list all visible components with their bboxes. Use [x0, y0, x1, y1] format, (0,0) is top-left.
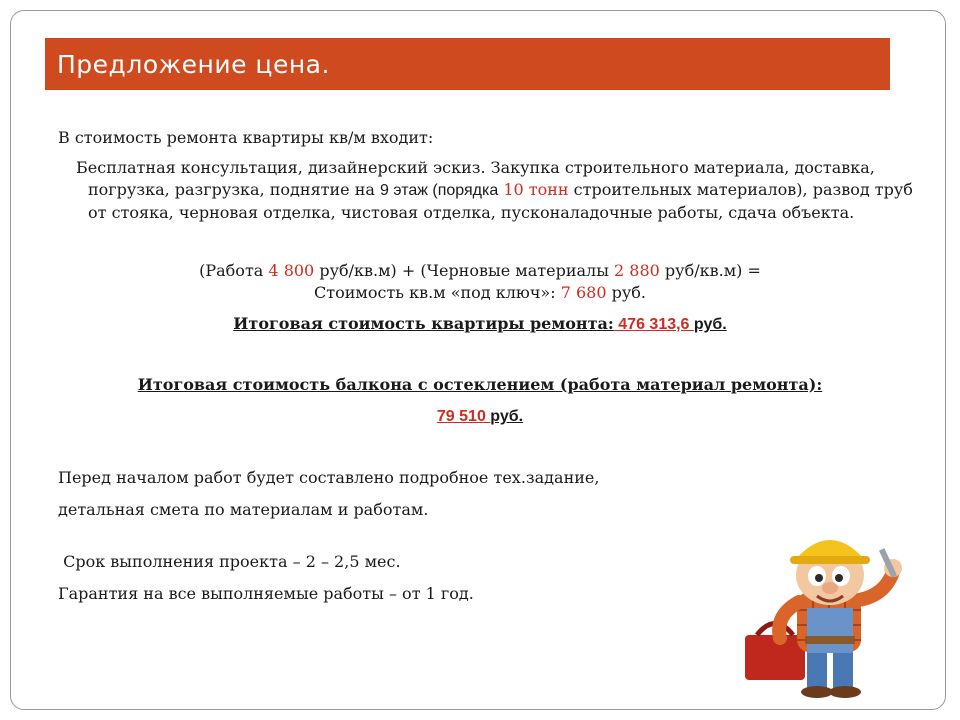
balcony-total-label-line [0, 374, 960, 396]
balcony-total-unit: руб. [490, 408, 524, 425]
builder-mascot-illustration [735, 520, 925, 700]
apartment-total-label: Итоговая стоимость квартиры ремонта: [233, 314, 614, 333]
work-unit: руб/кв.м) + (Черновые материалы [314, 261, 615, 280]
materials-value: 2 880 [614, 261, 660, 280]
balcony-total-label: Итоговая стоимость балкона с остеклением (работа материал ремонта): [137, 375, 823, 394]
formula-line-1 [0, 260, 960, 282]
total-label: Стоимость кв.м «под ключ»: [314, 283, 561, 302]
materials-unit: руб/кв.м) = [659, 261, 761, 280]
services-tons: 10 тонн [498, 180, 569, 199]
services-paragraph [76, 157, 918, 224]
services-floor: 9 этаж (порядка [380, 182, 499, 199]
work-value: 4 800 [268, 261, 315, 280]
total-value: 7 680 [560, 283, 607, 302]
note-spec: Перед началом работ будет составлено подробное тех.задание, [58, 468, 600, 487]
total-unit: руб. [606, 283, 646, 302]
note-estimate: детальная смета по материалам и работам. [58, 500, 429, 519]
slide-title: Предложение цена. [57, 49, 330, 79]
services-text-2: строительных материалов), развод труб от стояка, черновая отделка, чистовая отделка, пусконаладочные работы, сдача объекта. [88, 180, 913, 222]
work-label: (Работа [199, 261, 269, 280]
balcony-total-value: 79 510 [436, 408, 491, 425]
intro-text: В стоимость ремонта квартиры кв/м входит: [58, 128, 434, 147]
apartment-total [0, 313, 960, 336]
title-bar [45, 38, 890, 90]
note-duration: Срок выполнения проекта – 2 – 2,5 мес. [58, 552, 401, 571]
apartment-total-unit: руб. [693, 316, 727, 333]
balcony-total-value-line [0, 406, 960, 428]
formula-line-2 [0, 282, 960, 304]
apartment-total-value: 476 313,6 [613, 316, 694, 333]
note-warranty: Гарантия на все выполняемые работы – от 1 год. [58, 584, 474, 603]
services-text-1: Бесплатная консультация, дизайнерский эскиз. Закупка строительного материала, доставка, погрузка, разгрузка, поднятие на [76, 158, 875, 199]
